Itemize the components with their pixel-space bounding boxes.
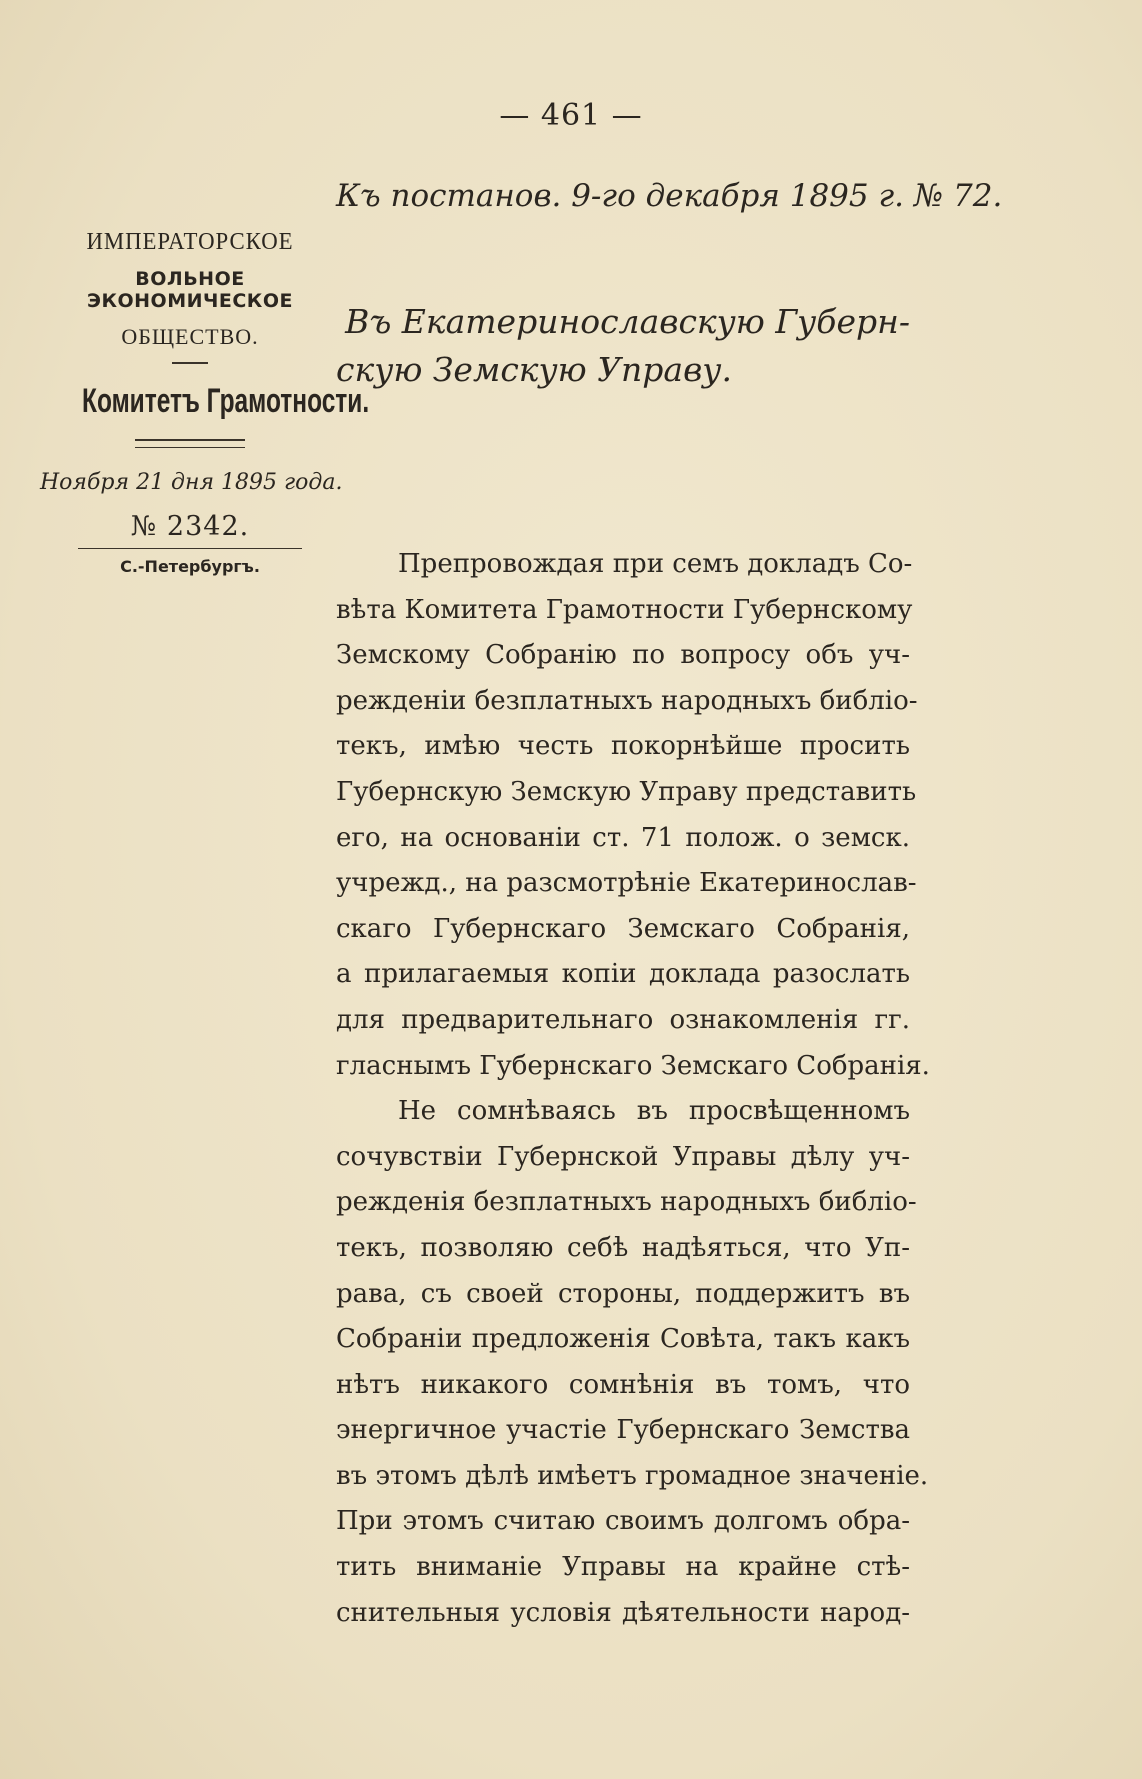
body-line: сочувствіи Губернской Управы дѣлу уч- xyxy=(336,1141,910,1172)
resolution-reference: Къ постанов. 9-го декабря 1895 г. № 72. xyxy=(336,178,1003,214)
divider-decorative xyxy=(135,439,245,448)
body-line: режденія безплатныхъ народныхъ библіо- xyxy=(336,1187,917,1218)
letter-city: С.-Петербургъ. xyxy=(120,557,260,576)
divider-short xyxy=(172,362,208,364)
org-name-line-2: ВОЛЬНОЕ ЭКОНОМИЧЕСКОЕ xyxy=(87,268,293,312)
body-line: его, на основаніи ст. 71 полож. о земск. xyxy=(336,822,910,853)
body-line: вѣта Комитета Грамотности Губернскому xyxy=(336,594,913,625)
body-line: рава, съ своей стороны, поддержитъ въ xyxy=(336,1278,910,1309)
committee-name: Комитетъ Грамотности. xyxy=(81,382,370,420)
body-line: Губернскую Земскую Управу представить xyxy=(336,776,917,807)
body-line: Земскому Собранію по вопросу объ уч- xyxy=(336,640,910,671)
org-name-line-3: ОБЩЕСТВО. xyxy=(121,324,259,349)
body-line: При этомъ считаю своимъ долгомъ обра- xyxy=(336,1506,910,1537)
letter-number: № 2342. xyxy=(130,511,250,542)
body-line: Собраніи предложенія Совѣта, такъ какъ xyxy=(336,1324,910,1355)
addressee xyxy=(336,298,910,394)
body-line: текъ, имѣю честь покорнѣйше просить xyxy=(336,731,910,762)
body-line: скаго Губернскаго Земскаго Собранія, xyxy=(336,913,910,944)
page-number: — 461 — xyxy=(499,98,643,133)
divider-long xyxy=(78,548,302,549)
addressee-line: скую Земскую Управу. xyxy=(336,350,732,389)
body-line: гласнымъ Губернскаго Земскаго Собранія. xyxy=(336,1050,930,1081)
body-line: снительныя условія дѣятельности народ- xyxy=(336,1597,910,1628)
body-line: энергичное участіе Губернскаго Земства xyxy=(336,1415,910,1446)
sender-block xyxy=(40,225,370,576)
body-line: режденіи безплатныхъ народныхъ библіо- xyxy=(336,685,918,716)
addressee-line: Въ Екатеринославскую Губерн- xyxy=(345,302,910,341)
body-line: нѣтъ никакого сомнѣнія въ томъ, что xyxy=(336,1369,910,1400)
letter-body xyxy=(336,542,930,1636)
org-name-line-1: ИМПЕРАТОРСКОЕ xyxy=(86,229,294,255)
body-line: тить вниманіе Управы на крайне стѣ- xyxy=(336,1552,910,1583)
body-line: въ этомъ дѣлѣ имѣетъ громадное значеніе. xyxy=(336,1460,929,1491)
body-line: Препровождая при семъ докладъ Со- xyxy=(398,549,913,579)
body-line: а прилагаемыя копіи доклада разослать xyxy=(336,959,910,990)
body-line: Не сомнѣваясь въ просвѣщенномъ xyxy=(398,1096,910,1127)
body-line: для предварительнаго ознакомленія гг. xyxy=(336,1004,910,1035)
letter-date: Ноября 21 дня 1895 года. xyxy=(40,470,343,495)
body-line: учрежд., на разсмотрѣніе Екатеринослав- xyxy=(336,868,917,899)
body-line: текъ, позволяю себѣ надѣяться, что Уп- xyxy=(336,1232,910,1263)
